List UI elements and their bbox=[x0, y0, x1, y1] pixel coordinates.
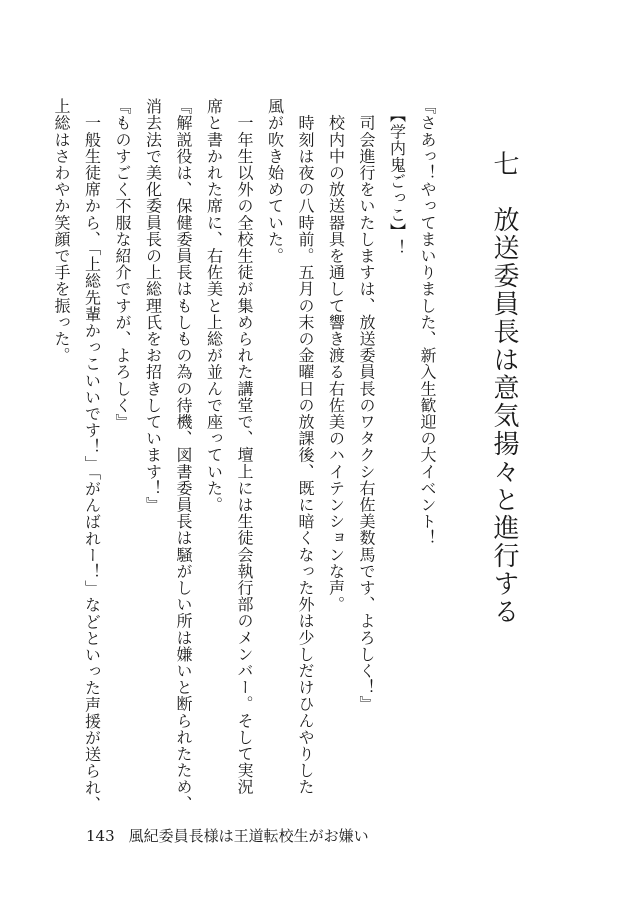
text-line: 上総はさわやか笑顔で手を振った。 bbox=[52, 98, 71, 364]
running-title: 風紀委員長様は王道転校生がお嫌い bbox=[128, 827, 369, 845]
text-line: 風が吹き始めていた。 bbox=[265, 98, 285, 264]
text-line: 時刻は夜の八時前。五月の末の金曜日の放課後、既に暗くなった外は少しだけひんやりした bbox=[296, 98, 315, 796]
text-line: 『解説役は、保健委員長はもしもの為の待機、図書委員長は騒がしい所は嫌いと断られたため、 bbox=[174, 98, 193, 812]
text-line: 消去法で美化委員長の上総理氏をお招きしています！』 bbox=[143, 98, 163, 513]
text-line: 校内中の放送器具を通して響き渡る右佐美のハイテンションな声。 bbox=[326, 98, 346, 613]
text-line: 『ものすごく不服な紹介ですが、よろしく』 bbox=[113, 98, 132, 430]
text-line: 【学内鬼ごっこ】！ bbox=[387, 98, 407, 256]
text-line: 司会進行をいたしますは、放送委員長のワタクシ右佐美数馬です、よろしく！』 bbox=[357, 98, 376, 713]
body-text bbox=[46, 98, 443, 813]
page-number: 143 bbox=[86, 827, 115, 845]
page-footer bbox=[86, 826, 369, 846]
text-line: 一般生徒席から、「上総先輩かっこいいです！」「がんばれー！」などといった声援が送られ、 bbox=[82, 98, 102, 813]
text-line: 『さあっ！やってまいりました、新入生歓迎の大イベント！ bbox=[418, 98, 437, 547]
text-line: 席と書かれた席に、右佐美と上総が並んで座っていた。 bbox=[204, 98, 224, 513]
text-line: 一年生以外の全校生徒が集められた講堂で、壇上には生徒会執行部のメンバー。そして実況 bbox=[235, 98, 254, 796]
chapter-title: 七 放送委員長は意気揚々と進行する bbox=[489, 150, 519, 626]
